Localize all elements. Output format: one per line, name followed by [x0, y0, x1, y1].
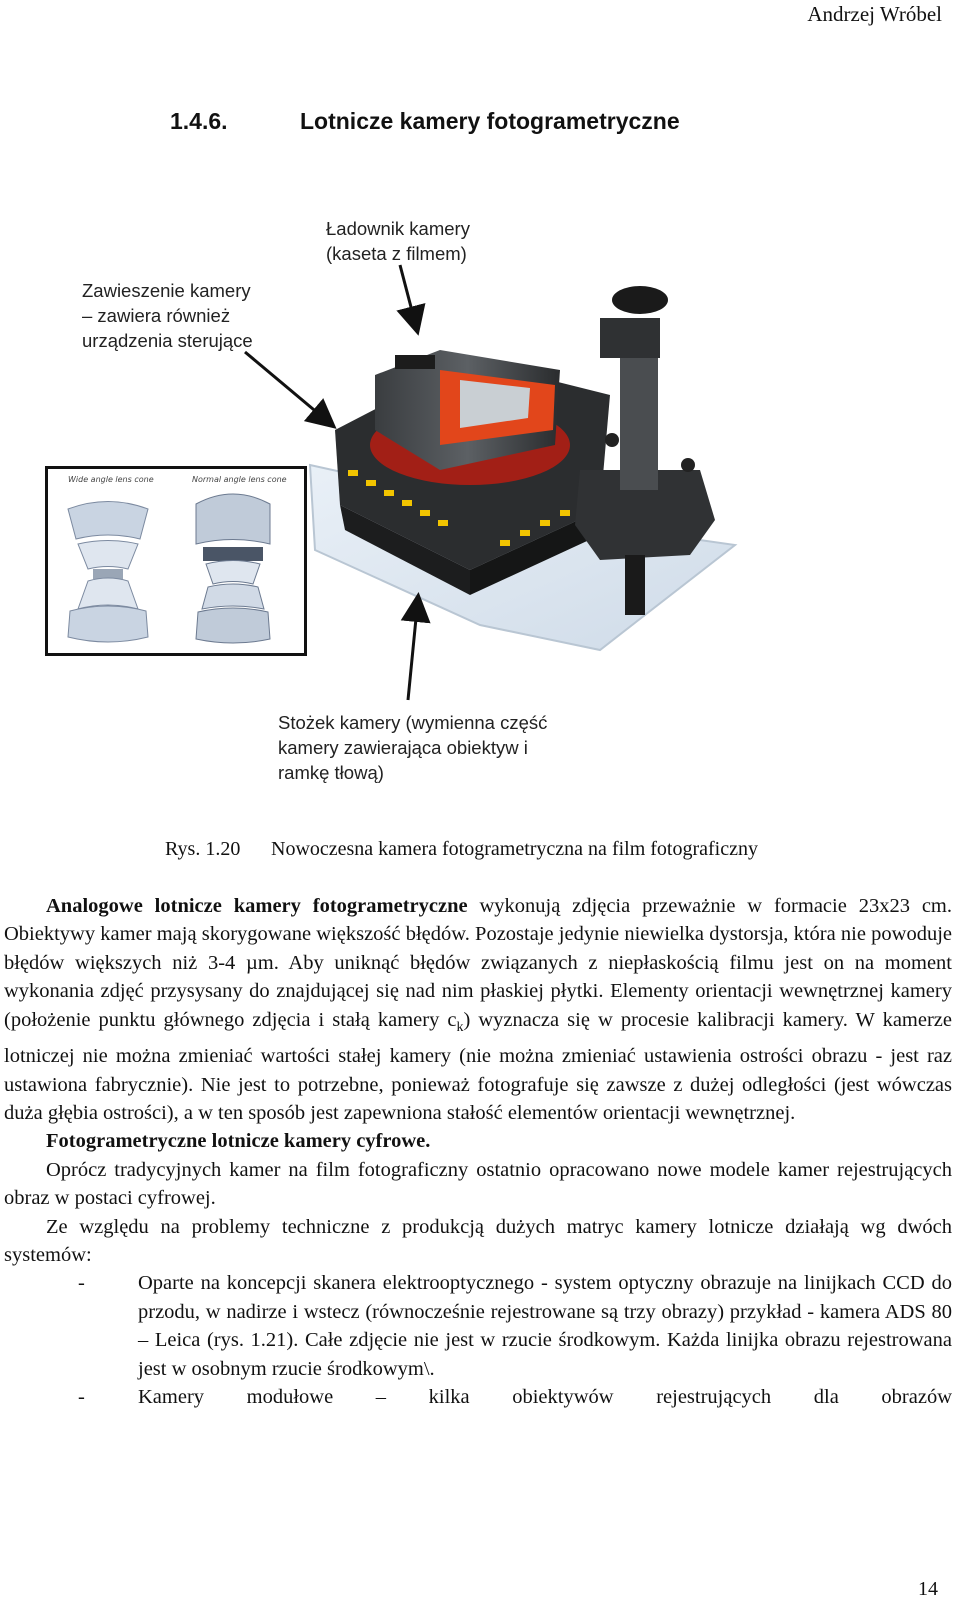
list-item-text: Oparte na koncepcji skanera elektrooptycznego - system optyczny obrazuje na linijkach CCD do przodu, w nadirze i wstecz (równocześnie rejestrowane są trzy obrazy) przykład - kamera ADS 80 – Leica (rys. 1.21). Całe zdjęcie nie jest w rzucie środkowym. Każda linijka obrazu rejestrowana jest w osobnym rzucie środkowym\.	[138, 1272, 952, 1380]
callout-line: urządzenia sterujące	[82, 330, 253, 351]
lens-diagrams	[48, 469, 304, 653]
list-item	[4, 1383, 952, 1411]
callout-line: ramkę tłową)	[278, 762, 384, 783]
callout-line: kamery zawierająca obiektyw i	[278, 737, 528, 758]
paragraph-analog-cameras	[4, 892, 952, 1127]
header-author: Andrzej Wróbel	[807, 2, 942, 26]
body-text	[4, 892, 952, 1411]
callout-line: Ładownik kamery	[326, 218, 470, 239]
callout-line: Zawieszenie kamery	[82, 280, 251, 301]
subscript-k: k	[456, 1019, 464, 1035]
paragraph-digital-intro: Oprócz tradycyjnych kamer na film fotograficzny ostatnio opracowano nowe modele kamer rejestrujących obraz w postaci cyfrowej.	[4, 1158, 952, 1210]
arrow-mount	[245, 352, 332, 425]
paragraph-text: wykonują zdjęcia przeważnie w formacie 23x23 cm. Obiektywy kamer mają skorygowane większość błędów. Pozostaje jedynie niewielka dystorsja, która nie powoduje błędów większych niż 3-4 µm. Aby uniknąć błędów związanych z niepłaskością filmu jest on na moment wykonania zdjęć przysysany do znajdującej się nad nim płaskiej płytki. Elementy orientacji wewnętrznej kamery (położenie punktu głównego zdjęcia i stałą kamery c	[4, 895, 952, 1031]
list-item	[4, 1269, 952, 1383]
list-dash: -	[78, 1386, 85, 1408]
lens-label-wide: Wide angle lens cone	[68, 475, 154, 484]
caption-number: Rys. 1.20	[165, 838, 241, 860]
list-dash: -	[78, 1272, 85, 1295]
paragraph-two-systems: Ze względu na problemy techniczne z produkcją dużych matryc kamery lotnicze działają wg dwóch systemów:	[4, 1215, 952, 1266]
callout-line: (kaseta z filmem)	[326, 243, 467, 264]
callout-line: Stożek kamery (wymienna część	[278, 712, 548, 733]
section-title: Lotnicze kamery fotogrametryczne	[300, 108, 680, 134]
lens-label-normal: Normal angle lens cone	[192, 475, 287, 484]
arrow-magazine	[400, 265, 417, 330]
caption-text: Nowoczesna kamera fotogrametryczna na film fotograficzny	[271, 838, 758, 860]
wide-angle-lens-icon	[68, 502, 148, 643]
normal-angle-lens-icon	[196, 494, 270, 643]
page-number: 14	[918, 1578, 938, 1600]
lens-cone-inset	[45, 466, 307, 656]
section-number: 1.4.6.	[170, 108, 228, 134]
list-item-text: Kamery modułowe – kilka obiektywów rejestrujących dla obrazów	[138, 1386, 952, 1408]
figure-caption	[165, 838, 758, 861]
subheading-digital-cameras: Fotogrametryczne lotnicze kamery cyfrowe.	[46, 1130, 431, 1153]
callout-line: – zawiera również	[82, 305, 231, 326]
term-analog-cameras: Analogowe lotnicze kamery fotogrametryczne	[46, 895, 468, 917]
paragraph-text: ) wyznacza się w procesie kalibracji kamery. W kamerze lotniczej nie można zmieniać wartości stałej kamery (nie można zmieniać ustawienia ostrości obrazu - jest raz ustawiona fabrycznie). Nie jest to potrzebne, ponieważ fotografuje się zawsze z dużej odległości (jest wówczas duża głębia ostrości), a w ten sposób jest zapewniona stałość elementów orientacji wewnętrznej.	[4, 1008, 952, 1124]
arrow-cone	[408, 598, 418, 700]
